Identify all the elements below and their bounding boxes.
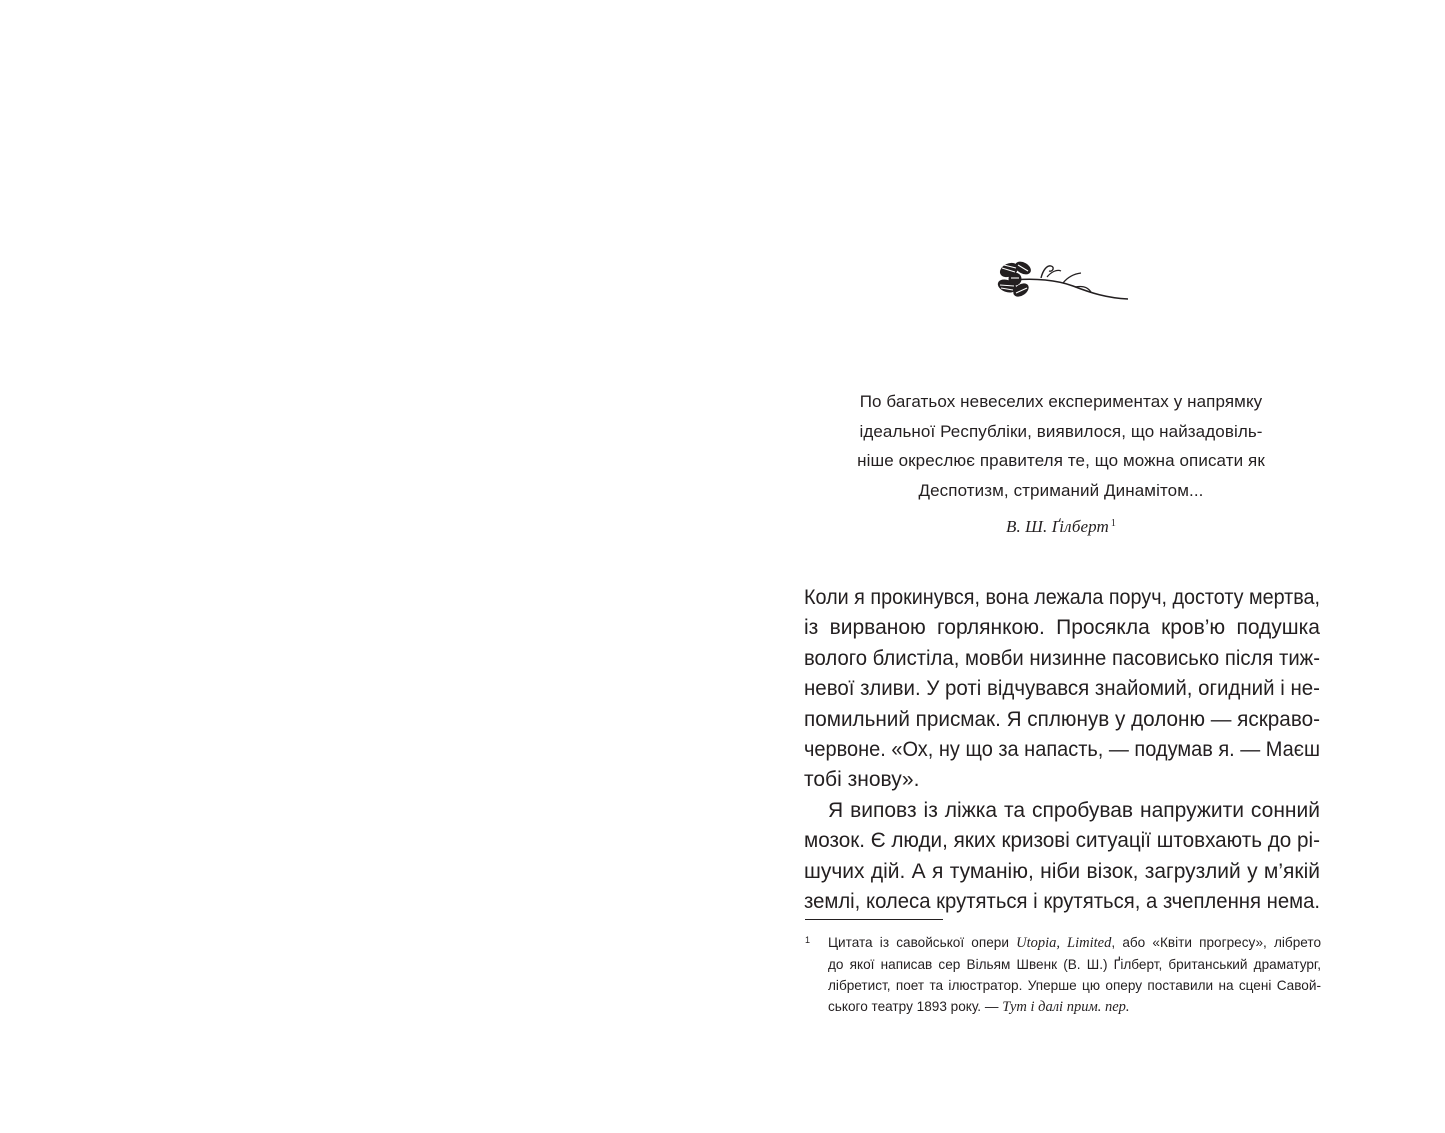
body-line: із вирваною горлянкою. Просякла кров’ю подушка	[804, 616, 1320, 640]
epigraph-line: ідеальної Республіки, виявилося, що найзадовіль-	[859, 421, 1263, 441]
left-page-blank	[0, 0, 722, 1133]
body-line: волого блистіла, мовби низинне пасовисько після тиж-	[804, 646, 1321, 670]
body-line: тобі знову».	[804, 768, 920, 792]
body-line: землі, колеса крутяться і крутяться, а зчеплення нема.	[804, 890, 1321, 914]
body-line: Я виповз із ліжка та спробував напружити сонний	[828, 798, 1320, 822]
epigraph-author	[830, 509, 1292, 542]
body-line: шучих дій. А я туманію, ніби візок, загрузлий у м’якій	[804, 859, 1320, 883]
footnote-text-part: , або «Квіти прогресу», лібрето	[1111, 935, 1322, 950]
footnote-opera-title: Utopia, Limited	[1016, 935, 1112, 951]
epigraph	[830, 387, 1292, 542]
epigraph-line: По багатьох невеселих експериментах у напрямку	[859, 392, 1263, 411]
footnote-line: до якої написав сер Вільям Швенк (В. Ш.) Ґілберт, британський драматург,	[828, 957, 1321, 972]
floral-branch-ornament-icon	[995, 256, 1131, 304]
body-text	[804, 583, 1320, 917]
footnote-text-part: ського театру 1893 року. —	[828, 999, 1003, 1014]
footnote-marker: 1	[805, 935, 811, 945]
footnote-divider	[805, 919, 943, 920]
epigraph-line: Деспотизм, стриманий Динамітом...	[918, 480, 1204, 500]
body-line: Коли я прокинувся, вона лежала поруч, достоту мертва,	[804, 586, 1321, 609]
body-line: невої зливи. У роті відчувався знайомий, огидний і не-	[804, 677, 1320, 701]
footnote-reference[interactable]: 1	[1110, 518, 1116, 529]
footnote-line	[828, 996, 1321, 1018]
footnote-text	[828, 932, 1321, 1018]
footnote-text-part: Цитата із савойської опери	[828, 935, 1017, 950]
body-line: помильний присмак. Я сплюнув у долоню — яскраво-	[804, 707, 1320, 731]
footnote-line	[828, 932, 1321, 954]
epigraph-line: ніше окреслює правителя те, що можна описати як	[857, 451, 1265, 470]
translator-note: Тут і далі прим. пер.	[1002, 999, 1130, 1015]
epigraph-author-name: В. Ш. Ґілберт	[1006, 517, 1109, 536]
footnote-line: лібретист, поет та ілюстратор. Уперше цю оперу поставили на сцені Савой-	[828, 978, 1321, 993]
footnote	[805, 932, 1321, 1018]
body-line: мозок. Є люди, яких кризові ситуації штовхають до рі-	[804, 829, 1321, 853]
body-line: червоне. «Ох, ну що за напасть, — подумав я. — Маєш	[804, 738, 1321, 762]
